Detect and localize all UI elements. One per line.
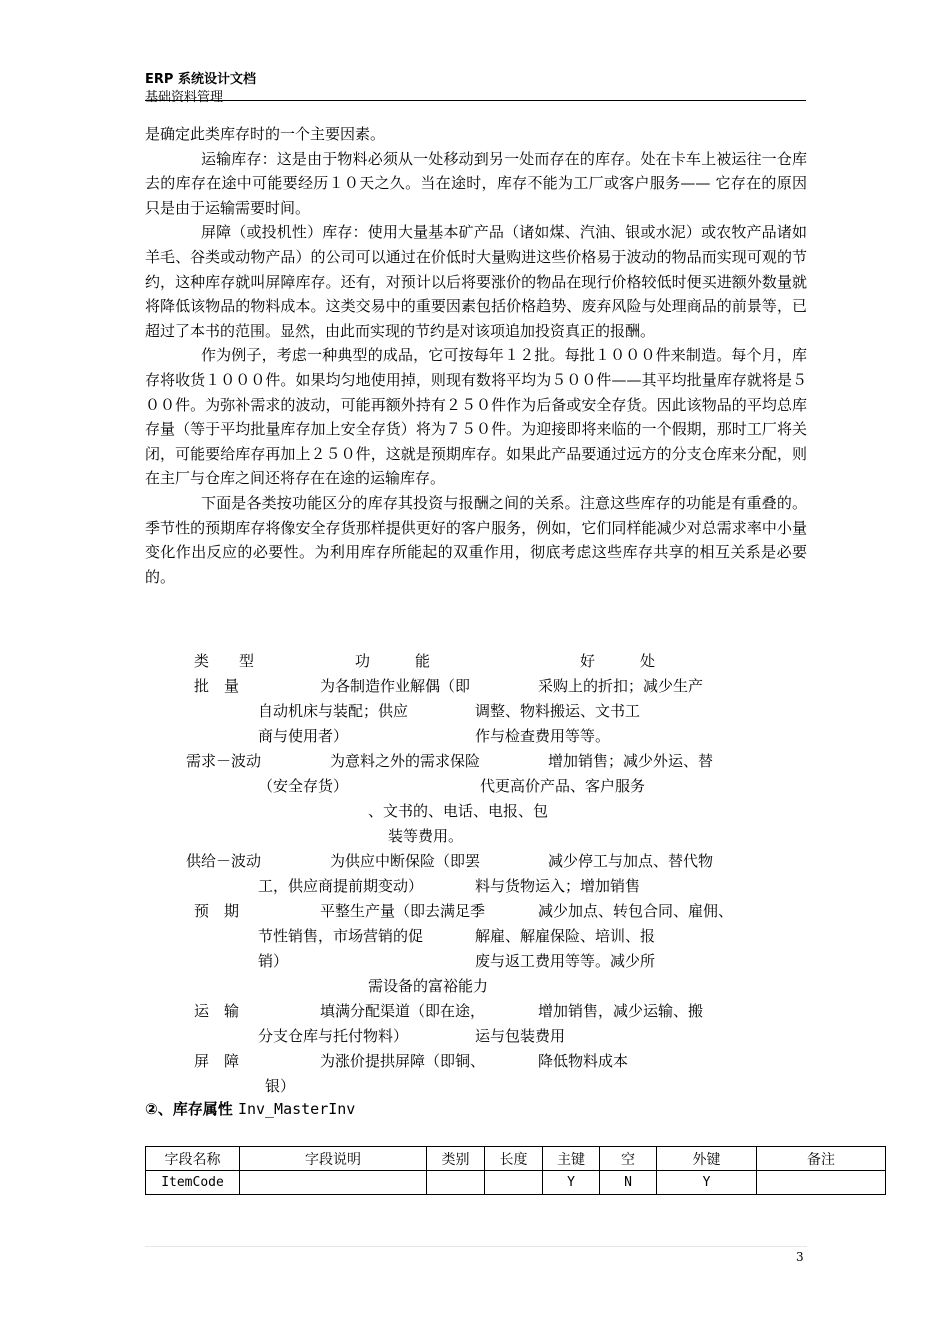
table-cell xyxy=(485,1171,543,1195)
field-table xyxy=(145,1146,886,1195)
table-cell xyxy=(240,1171,427,1195)
section-title: ②、库存属性 xyxy=(145,1100,238,1118)
table-cell xyxy=(427,1171,485,1195)
ft-function-cell: 银） xyxy=(265,1077,296,1095)
ft-type-cell: 运 输 xyxy=(194,1002,240,1020)
ft-function-cell: 工，供应商提前期变动） xyxy=(258,877,424,895)
col-header: 外键 xyxy=(657,1147,757,1171)
page-number: 3 xyxy=(796,1250,804,1264)
ft-header-benefit: 好 处 xyxy=(580,652,656,670)
ft-type-cell: 供给－波动 xyxy=(186,852,262,870)
paragraph: 是确定此类库存时的一个主要因素。 xyxy=(145,125,386,143)
paragraph: 下面是各类按功能区分的库存其投资与报酬之间的关系。注意这些库存的功能是有重叠的。季节性的预期库存将像安全存货那样提供更好的客户服务，例如，它们同样能减少对总需求率中小量变化作出反应的必要性。为利用库存所能起的双重作用，彻底考虑这些库存共享的相互关系是必要的。 xyxy=(145,493,807,586)
ft-function-cell: 为各制造作业解偶（即 xyxy=(320,677,471,695)
ft-header-type: 类 型 xyxy=(194,652,255,670)
header-rule xyxy=(145,100,806,101)
col-header: 空 xyxy=(600,1147,657,1171)
ft-function-cell: 为涨价提拱屏障（即铜、 xyxy=(320,1052,486,1070)
ft-header-function: 功 能 xyxy=(355,652,431,670)
table-cell xyxy=(757,1171,886,1195)
table-row xyxy=(146,1171,886,1195)
document-title: ERP 系统设计文档 xyxy=(145,72,256,87)
ft-benefit-cell: 需设备的富裕能力 xyxy=(368,977,489,995)
ft-benefit-cell: 增加销售；减少外运、替 xyxy=(548,752,714,770)
ft-benefit-cell: 解雇、解雇保险、培训、报 xyxy=(475,927,656,945)
ft-benefit-cell: 代更高价产品、客户服务 xyxy=(480,777,646,795)
ft-benefit-cell: 减少加点、转包合同、雇佣、 xyxy=(538,902,734,920)
table-cell: Y xyxy=(543,1171,600,1195)
ft-benefit-cell: 料与货物运入；增加销售 xyxy=(475,877,641,895)
ft-type-cell: 批 量 xyxy=(194,677,240,695)
ft-benefit-cell: 作与检查费用等等。 xyxy=(475,727,611,745)
ft-benefit-cell: 采购上的折扣；减少生产 xyxy=(538,677,704,695)
ft-benefit-cell: 调整、物料搬运、文书工 xyxy=(475,702,641,720)
ft-function-cell: 销） xyxy=(258,952,289,970)
ft-function-cell: 平整生产量（即去满足季 xyxy=(320,902,486,920)
ft-benefit-cell: 增加销售，减少运输、搬 xyxy=(538,1002,704,1020)
table-cell: ItemCode xyxy=(146,1171,240,1195)
col-header: 长度 xyxy=(485,1147,543,1171)
section-code: Inv_MasterInv xyxy=(237,1100,356,1118)
footer-rule xyxy=(145,1246,807,1247)
table-cell: Y xyxy=(657,1171,757,1195)
col-header: 主键 xyxy=(543,1147,600,1171)
ft-function-cell: 为供应中断保险（即罢 xyxy=(330,852,481,870)
table-cell: N xyxy=(600,1171,657,1195)
ft-function-cell: 为意料之外的需求保险 xyxy=(330,752,481,770)
ft-function-cell: 节性销售，市场营销的促 xyxy=(258,927,424,945)
ft-benefit-cell: 减少停工与加点、替代物 xyxy=(548,852,714,870)
ft-benefit-cell: 装等费用。 xyxy=(388,827,464,845)
paragraph: 作为例子，考虑一种典型的成品，它可按每年１２批。每批１０００件来制造。每个月，库存将收货１０００件。如果均匀地使用掉，则现有数将平均为５００件——其平均批量库存就将是５００件。为弥补需求的波动，可能再额外持有２５０件作为后备或安全存货。因此该物品的平均总库存量（等于平均批量库存加上安全存货）将为７５０件。为迎接即将来临的一个假期，那时工厂将关闭，可能要给库存再加上２５０件，这就是预期库存。如果此产品要通过远方的分支仓库来分配，则在主厂与仓库之间还将存在在途的运输库存。 xyxy=(145,346,807,488)
section-heading xyxy=(145,1098,355,1119)
ft-function-cell: 分支仓库与托付物料） xyxy=(258,1027,409,1045)
ft-function-cell: 商与使用者） xyxy=(258,727,349,745)
ft-type-cell: 屏 障 xyxy=(194,1052,240,1070)
field-table-header xyxy=(146,1147,886,1171)
col-header: 字段说明 xyxy=(240,1147,427,1171)
ft-type-cell: 预 期 xyxy=(194,902,240,920)
document-subtitle: 基础资料管理 xyxy=(145,90,224,105)
ft-benefit-cell: 降低物料成本 xyxy=(538,1052,629,1070)
paragraph: 运输库存：这是由于物料必须从一处移动到另一处而存在的库存。处在卡车上被运往一仓库去的库存在途中可能要经历１０天之久。当在途时，库存不能为工厂或客户服务—— 它存在的原因只是由于运输需要时间。 xyxy=(145,149,807,217)
ft-benefit-cell: 运与包装费用 xyxy=(475,1027,566,1045)
ft-type-cell: 需求－波动 xyxy=(186,752,262,770)
ft-function-cell: 自动机床与装配；供应 xyxy=(258,702,409,720)
ft-function-cell: （安全存货） xyxy=(258,777,349,795)
col-header: 备注 xyxy=(757,1147,886,1171)
col-header: 类别 xyxy=(427,1147,485,1171)
ft-function-cell: 填满分配渠道（即在途， xyxy=(320,1002,486,1020)
paragraph: 屏障（或投机性）库存：使用大量基本矿产品（诸如煤、汽油、银或水泥）或农牧产品诸如羊毛、谷类或动物产品）的公司可以通过在价低时大量购进这些价格易于波动的物品而实现可观的节约，这种库存就叫屏障库存。还有，对预计以后将要涨价的物品在现行价格较低时便买进额外数量就将降低该物品的物料成本。这类交易中的重要因素包括价格趋势、废弃风险与处理商品的前景等，已超过了本书的范围。显然，由此而实现的节约是对该项追加投资真正的报酬。 xyxy=(145,223,807,340)
col-header: 字段名称 xyxy=(146,1147,240,1171)
ft-benefit-cell: 、文书的、电话、电报、包 xyxy=(368,802,549,820)
body-text xyxy=(145,122,807,589)
ft-benefit-cell: 废与返工费用等等。减少所 xyxy=(475,952,656,970)
